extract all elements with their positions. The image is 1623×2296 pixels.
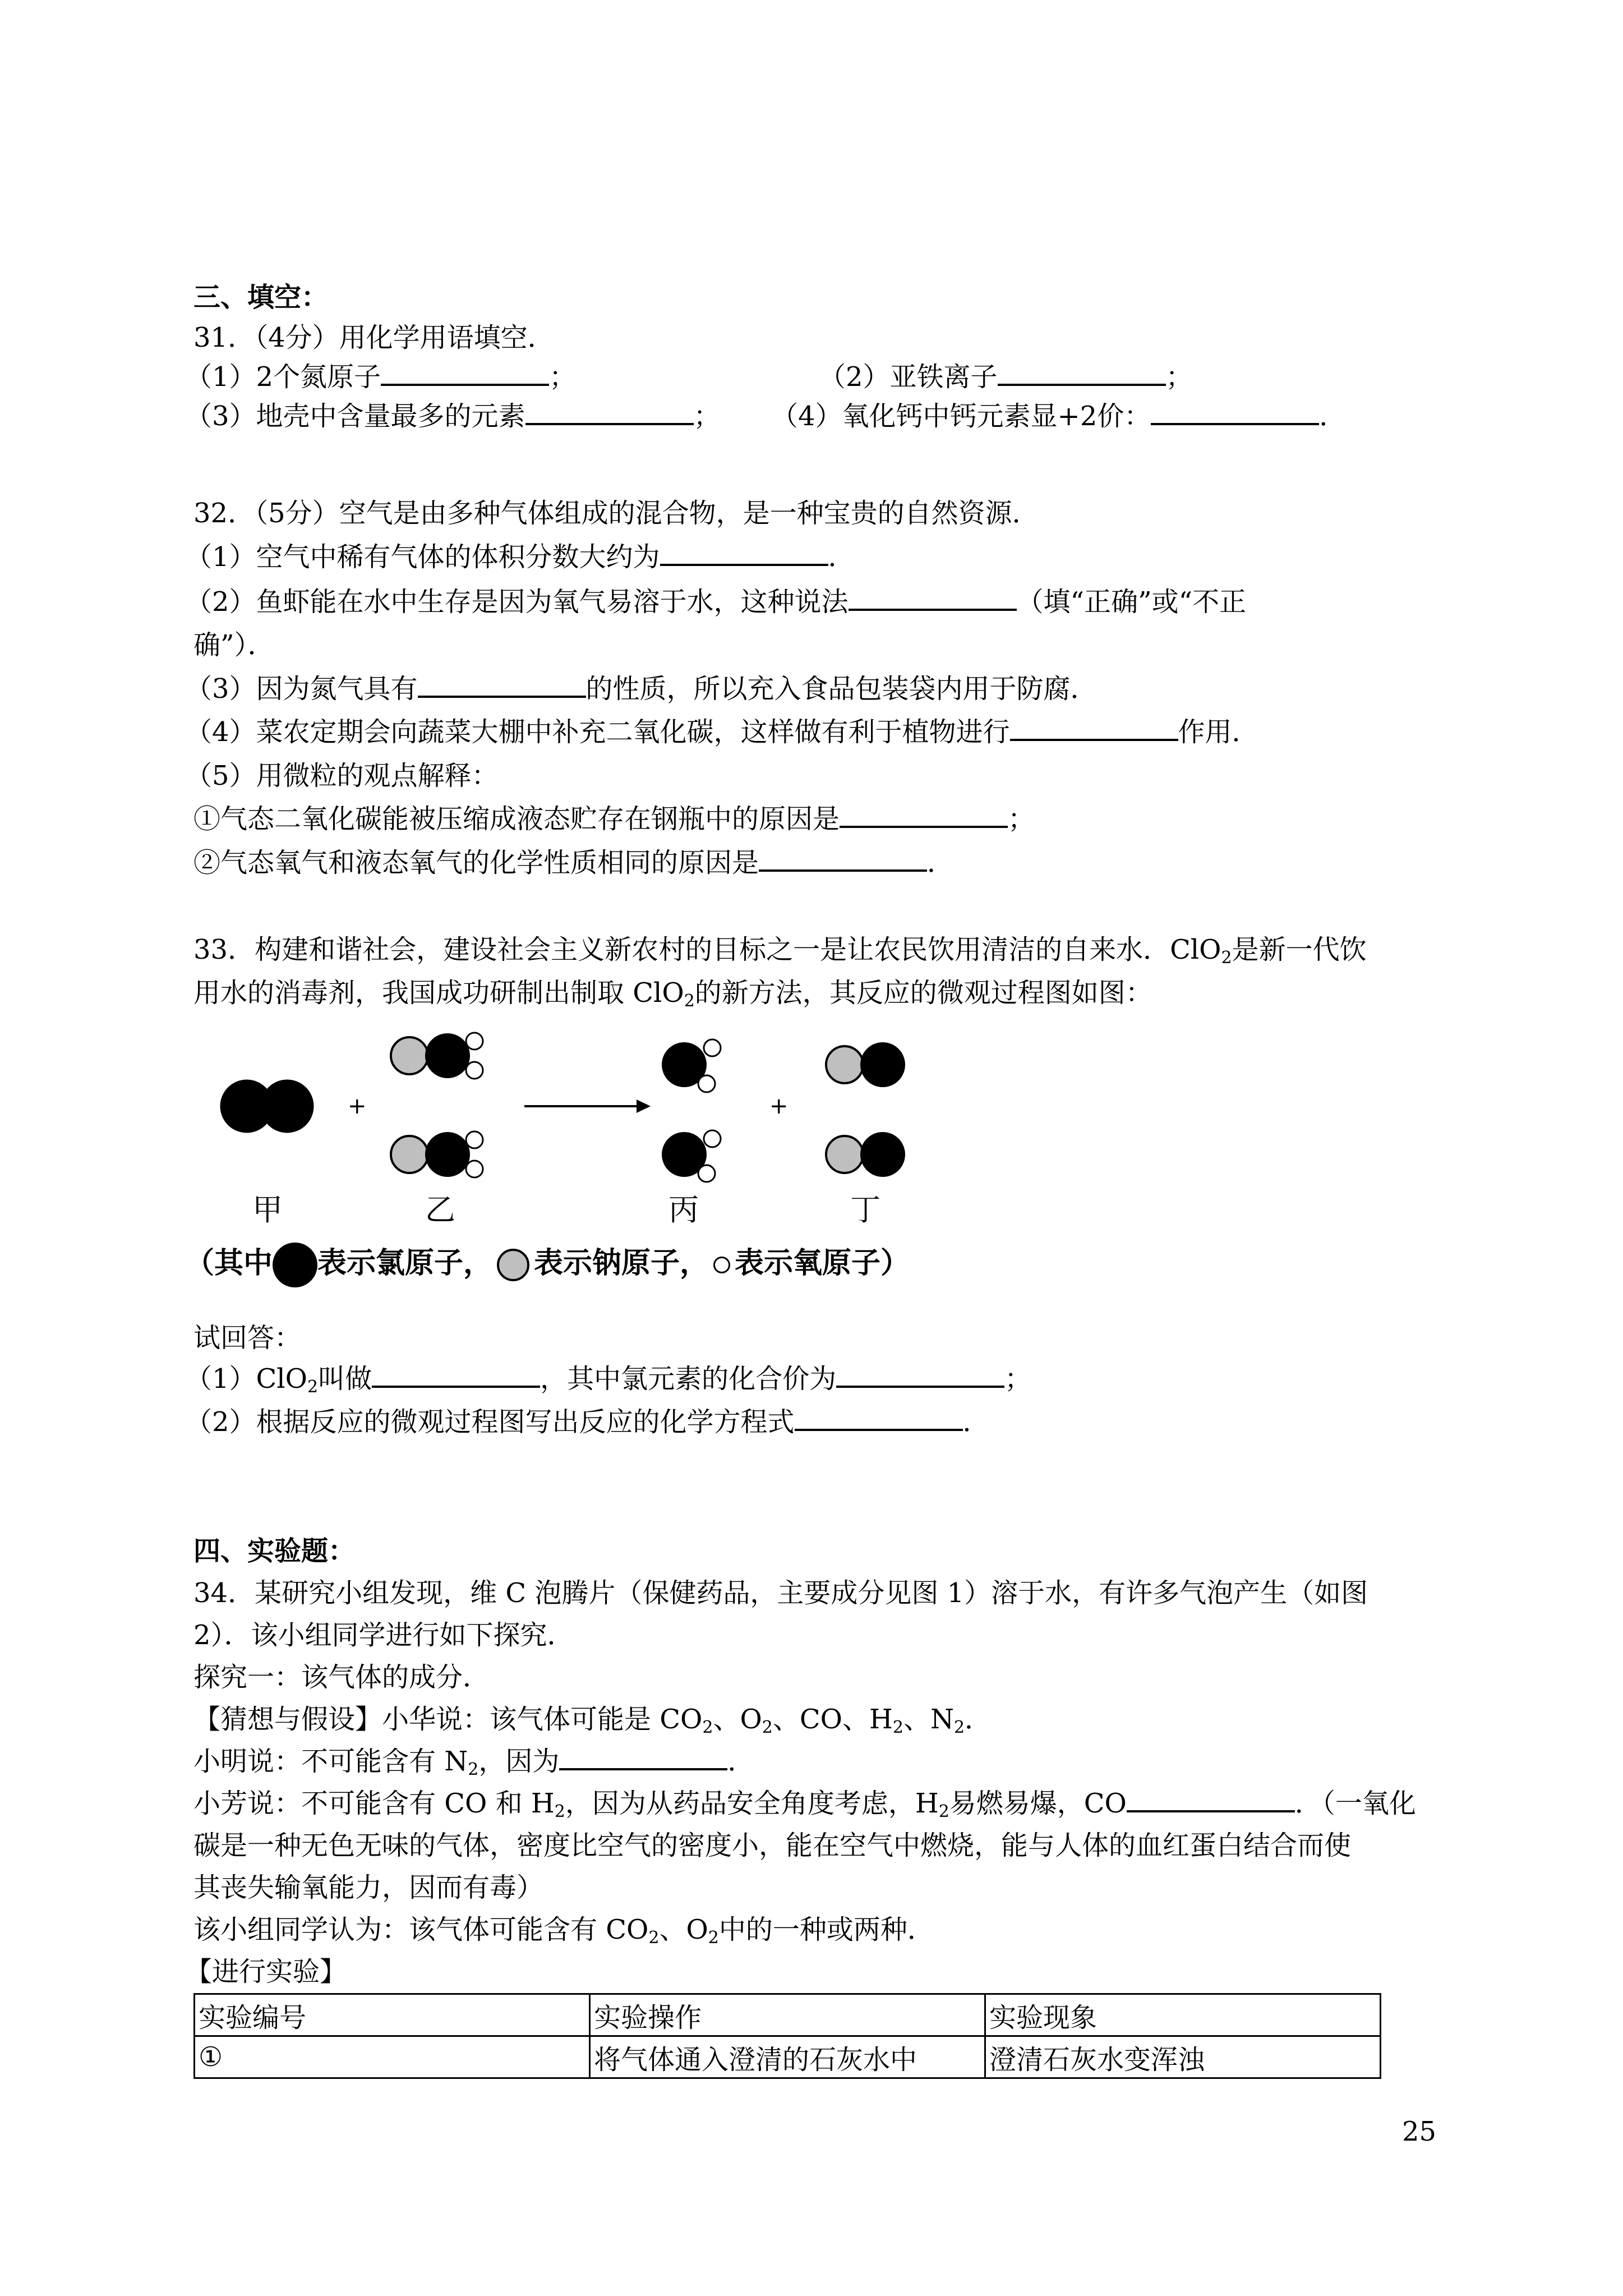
- legend-text: 表示钠原子，: [534, 1246, 709, 1280]
- q31-part4-text: （4）氧化钙中钙元素显+2价：: [771, 401, 1151, 432]
- q34-co-note2: 其丧失输氧能力，因而有毒）: [193, 1872, 544, 1903]
- table-header-row: [195, 1994, 1381, 2036]
- q33-stem-line1: [193, 933, 1367, 967]
- atom-legend: [185, 1241, 910, 1287]
- q32-part4: [185, 715, 1259, 749]
- q32-part2: [185, 585, 1246, 619]
- chlorine-atom: [860, 1132, 905, 1177]
- q34-text: 、CO、H: [772, 1704, 893, 1735]
- q33-period: ．: [962, 1406, 990, 1438]
- q33-part2-text: （2）根据反应的微观过程图写出反应的化学方程式: [185, 1406, 795, 1438]
- answer-blank[interactable]: [525, 399, 694, 425]
- q34-text: 小明说：不可能含有 N: [193, 1746, 468, 1777]
- q34-text: ．（一氧化: [1294, 1788, 1416, 1819]
- subscript: 2: [468, 1760, 479, 1779]
- q34-explore: 探究一：该气体的成分．: [193, 1662, 490, 1693]
- answer-blank[interactable]: [998, 360, 1166, 386]
- oxygen-atom: [698, 1075, 715, 1092]
- q31-period: ．: [1319, 401, 1347, 432]
- q34-period: ．: [727, 1746, 755, 1777]
- plus-sign: +: [348, 1093, 367, 1119]
- q33-part1: [185, 1362, 1031, 1396]
- subscript: 2: [702, 1718, 713, 1737]
- q34-stem-line1: 34．某研究小组发现，维 C 泡腾片（保健药品，主要成分见图 1）溶于水，有许多气泡产生（如图: [193, 1577, 1368, 1609]
- molecule-yi-2: [391, 1131, 483, 1177]
- subscript: 2: [648, 1928, 660, 1948]
- q34-experiment-title: 【进行实验】: [185, 1956, 347, 1987]
- q32-part5a-text: ①气态二氧化碳能被压缩成液态贮存在钢瓶中的原因是: [193, 803, 840, 835]
- subscript: 2: [892, 1718, 903, 1737]
- q34-text: ．: [965, 1704, 992, 1735]
- q31-semicolon: ；: [1165, 361, 1193, 393]
- label-jia: 甲: [252, 1192, 283, 1227]
- oxygen-atom: [466, 1131, 483, 1148]
- oxygen-legend-dot: [713, 1257, 730, 1273]
- q34-text: 、N: [903, 1704, 954, 1735]
- q31-semicolon: ；: [693, 401, 721, 432]
- table-cell: 将气体通入澄清的石灰水中: [590, 2036, 985, 2078]
- oxygen-atom: [466, 1062, 483, 1079]
- table-header-cell: 实验编号: [195, 1994, 590, 2036]
- answer-blank[interactable]: [559, 1745, 727, 1770]
- q32-period: ．: [828, 541, 855, 573]
- legend-text: （其中: [185, 1246, 273, 1280]
- q33-part2: [185, 1405, 990, 1439]
- q32-part2-text: （2）鱼虾能在水中生存是因为氧气易溶于水，这种说法: [185, 586, 849, 618]
- reaction-diagram: [185, 1021, 970, 1234]
- table-header-cell: 实验现象: [985, 1994, 1381, 2036]
- subscript: 2: [684, 991, 695, 1011]
- answer-blank[interactable]: [795, 1405, 963, 1431]
- q32-part3-text: （3）因为氮气具有: [185, 673, 418, 705]
- molecule-bing-1: [662, 1039, 721, 1092]
- chlorine-legend-dot: [273, 1243, 317, 1287]
- plus-sign: +: [769, 1093, 789, 1119]
- q34-fang: [193, 1787, 1416, 1820]
- q34-text: 、O: [659, 1914, 708, 1945]
- section4-title: 四、实验题：: [193, 1535, 356, 1567]
- answer-blank[interactable]: [660, 540, 828, 566]
- sodium-legend-dot: [497, 1249, 529, 1281]
- label-ding: 丁: [850, 1192, 880, 1227]
- q31-part1-text: （1）2个氮原子: [185, 361, 381, 393]
- q34-guess: [193, 1703, 992, 1736]
- q32-period: ．: [927, 847, 955, 878]
- molecule-yi-1: [391, 1033, 483, 1079]
- answer-blank[interactable]: [372, 1362, 540, 1388]
- q33-part1-text: ，其中氯元素的化合价为: [540, 1363, 837, 1395]
- subscript: 2: [953, 1718, 965, 1737]
- label-yi: 乙: [425, 1192, 455, 1227]
- answer-blank[interactable]: [1010, 715, 1178, 741]
- answer-blank[interactable]: [759, 846, 927, 872]
- legend-text: 表示氯原子，: [317, 1246, 493, 1280]
- subscript: 2: [554, 1802, 565, 1821]
- subscript: 2: [762, 1718, 773, 1737]
- q32-part5b: [193, 846, 954, 880]
- q34-text: 该小组同学认为：该气体可能含有 CO: [193, 1914, 649, 1945]
- q33-stem-line2: [193, 976, 1152, 1010]
- subscript: 2: [307, 1377, 319, 1397]
- q32-part5a: [193, 802, 1035, 836]
- table-row: [195, 2036, 1381, 2078]
- q31-part2-text: （2）亚铁离子: [819, 361, 998, 393]
- subscript: 2: [1221, 948, 1232, 968]
- q32-part3-tail: 的性质，所以充入食品包装袋内用于防腐．: [585, 673, 1098, 705]
- q32-part4-tail: 作用．: [1178, 716, 1259, 748]
- q33-stem-text: 的新方法，其反应的微观过程图如图：: [694, 977, 1152, 1009]
- oxygen-atom: [704, 1039, 721, 1056]
- q34-text: 【猜想与假设】小华说：该气体可能是 CO: [193, 1704, 703, 1735]
- q33-stem-text: 33．构建和谐社会，建设社会主义新农村的目标之一是让农民饮用清洁的自来水．ClO: [193, 934, 1221, 965]
- answer-blank[interactable]: [381, 360, 549, 386]
- page-number: 25: [1402, 2116, 1437, 2147]
- q32-part2-cont: 确”）．: [193, 629, 275, 661]
- chlorine-atom: [860, 1042, 905, 1087]
- table-header-cell: 实验操作: [590, 1994, 985, 2036]
- oxygen-atom: [466, 1161, 483, 1177]
- sodium-atom: [826, 1136, 863, 1173]
- q32-part5b-text: ②气态氧气和液态氧气的化学性质相同的原因是: [193, 847, 759, 878]
- q32-part1-text: （1）空气中稀有气体的体积分数大约为: [185, 541, 660, 573]
- oxygen-atom: [698, 1165, 715, 1182]
- q32-part3: [185, 672, 1098, 706]
- q32-semicolon: ；: [1008, 803, 1035, 835]
- q33-semicolon: ；: [1004, 1363, 1032, 1395]
- oxygen-atom: [704, 1130, 721, 1147]
- q34-text: 中的一种或两种．: [718, 1914, 934, 1945]
- table-cell: ①: [195, 2036, 590, 2078]
- q32-part1: [185, 540, 855, 574]
- reaction-arrow: [524, 1099, 651, 1113]
- q31-part1: [185, 360, 576, 394]
- q31-part4: [771, 399, 1346, 433]
- molecule-ding-2: [826, 1132, 905, 1177]
- experiment-table: [193, 1993, 1381, 2079]
- q33-answer-intro: 试回答：: [193, 1322, 302, 1354]
- molecule-jia: [221, 1080, 313, 1132]
- table-cell: 澄清石灰水变浑浊: [985, 2036, 1381, 2078]
- molecule-bing-2: [662, 1130, 721, 1182]
- subscript: 2: [938, 1802, 949, 1821]
- q34-co-note1: 碳是一种无色无味的气体，密度比空气的密度小，能在空气中燃烧，能与人体的血红蛋白结合而使: [193, 1830, 1352, 1861]
- q33-part1-text: 叫做: [318, 1363, 372, 1395]
- q32-stem: 32．（5分）空气是由多种气体组成的混合物，是一种宝贵的自然资源．: [193, 498, 1039, 529]
- q32-part5: （5）用微粒的观点解释：: [185, 760, 499, 792]
- q33-part1-text: （1）ClO: [185, 1363, 307, 1395]
- answer-blank[interactable]: [836, 1362, 1004, 1388]
- answer-blank[interactable]: [1127, 1787, 1295, 1812]
- q34-text: 小芳说：不可能含有 CO 和 H: [193, 1788, 555, 1819]
- sodium-atom: [391, 1037, 428, 1074]
- q31-semicolon: ；: [549, 361, 577, 393]
- label-bing: 丙: [668, 1192, 699, 1227]
- q33-stem-text: 用水的消毒剂，我国成功研制出制取 ClO: [193, 977, 684, 1009]
- q34-group: [193, 1913, 934, 1947]
- answer-blank[interactable]: [1151, 399, 1319, 425]
- q34-text: ，因为: [478, 1746, 560, 1777]
- oxygen-atom: [466, 1033, 483, 1050]
- q32-part4-text: （4）菜农定期会向蔬菜大棚中补充二氧化碳，这样做有利于植物进行: [185, 716, 1010, 748]
- q31-stem: 31．（4分）用化学用语填空．: [193, 322, 555, 353]
- answer-blank[interactable]: [418, 672, 586, 698]
- q31-part3-text: （3）地壳中含量最多的元素: [185, 401, 525, 432]
- q34-text: 易燃易爆，CO: [949, 1788, 1127, 1819]
- subscript: 2: [708, 1928, 719, 1948]
- answer-blank[interactable]: [840, 802, 1008, 828]
- q31-part2: [819, 360, 1193, 394]
- molecule-ding-1: [826, 1042, 905, 1087]
- chlorine-atom: [425, 1033, 470, 1078]
- q32-part2-note: （填“正确”或“不正: [1016, 586, 1247, 618]
- sodium-atom: [826, 1046, 863, 1083]
- q31-part3: [185, 399, 721, 433]
- chlorine-atom: [425, 1132, 470, 1177]
- legend-text: 表示氧原子）: [735, 1246, 910, 1280]
- section3-title: 三、填空：: [193, 282, 329, 313]
- q34-stem-line2: 2）．该小组同学进行如下探究．: [193, 1619, 574, 1651]
- q34-text: ，因为从药品安全角度考虑，H: [565, 1788, 939, 1819]
- q33-stem-text: 是新一代饮: [1232, 934, 1367, 965]
- q34-ming: [193, 1745, 754, 1778]
- sodium-atom: [391, 1136, 428, 1173]
- answer-blank[interactable]: [849, 585, 1017, 611]
- chlorine-atom: [261, 1080, 313, 1132]
- q34-text: 、O: [713, 1704, 762, 1735]
